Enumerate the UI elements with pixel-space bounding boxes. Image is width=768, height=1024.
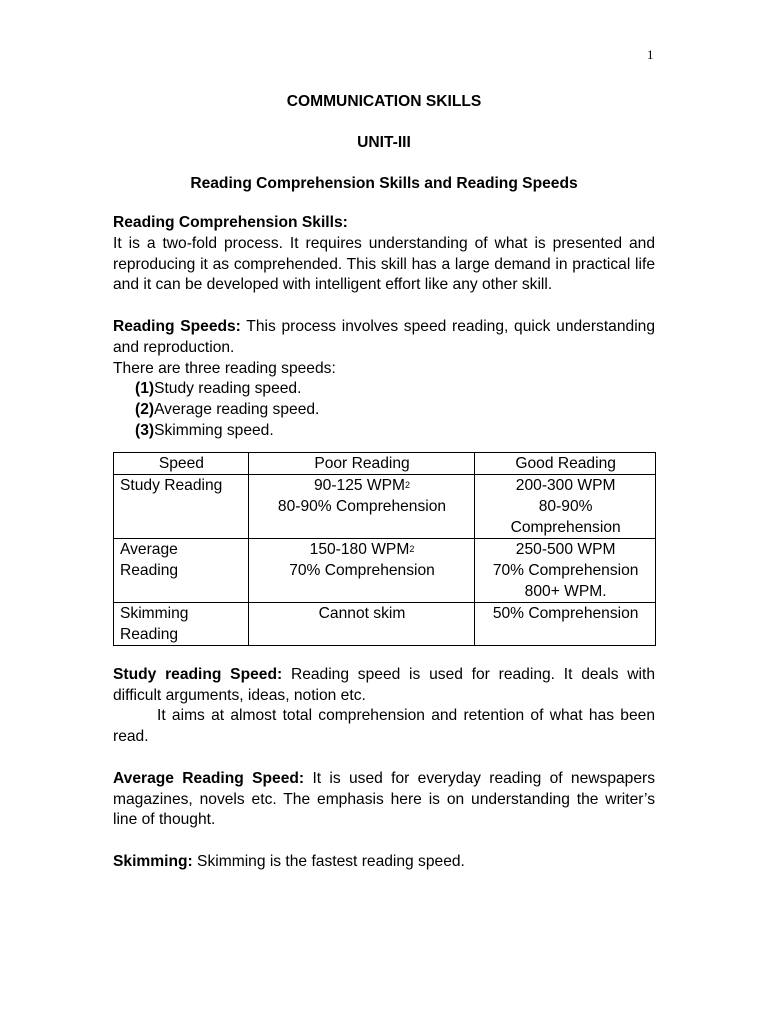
cell-line: 70% Comprehension [492, 561, 639, 579]
cell-line: 90-125 WPM [314, 476, 405, 494]
superscript: 2 [409, 543, 415, 554]
table-cell [114, 538, 249, 602]
table-row [114, 538, 656, 602]
table-cell: Study Reading [114, 474, 249, 538]
cell-line: 200-300 WPM [515, 476, 616, 494]
avg-paragraph [113, 769, 655, 831]
cell-line: Skimming [120, 604, 189, 622]
study-label: Study reading Speed: [113, 665, 283, 683]
list-number: (3) [135, 421, 155, 439]
avg-label: Average Reading Speed: [113, 769, 305, 787]
superscript: 2 [405, 479, 411, 490]
cell-line: Reading [120, 561, 179, 579]
study-paragraph [113, 665, 655, 707]
skim-text: Skimming is the fastest reading speed. [192, 852, 465, 870]
reading-speeds-table [113, 452, 656, 646]
list-number: (2) [135, 401, 155, 419]
rc-paragraph: It is a two-fold process. It requires understanding of what is presented and reproducing it as comprehended. This skill has a large demand in practical life and it can be developed with intelligent effort like any other skill. [113, 234, 655, 294]
table-header-cell: Poor Reading [248, 452, 475, 474]
skim-label: Skimming: [113, 852, 193, 870]
cell-line: 250-500 WPM [515, 540, 616, 558]
table-cell [248, 538, 475, 602]
cell-line: Comprehension [510, 518, 621, 536]
page-number: 1 [647, 47, 654, 62]
rc-heading: Reading Comprehension Skills: [113, 214, 348, 231]
rs-paragraph [113, 317, 655, 359]
unit-heading: UNIT-III [357, 134, 411, 151]
list-number: (1) [135, 380, 155, 398]
cell-line: 80-90% Comprehension [277, 497, 447, 515]
table-header-row [114, 452, 656, 474]
cell-line: Reading [120, 625, 179, 643]
rs-label: Reading Speeds: [113, 317, 241, 335]
table-header-cell: Speed [114, 452, 249, 474]
cell-line: Average [120, 540, 178, 558]
table-cell [475, 474, 656, 538]
cell-line: 70% Comprehension [289, 561, 435, 579]
document-body [113, 92, 655, 873]
list-item [113, 421, 655, 442]
list-text: Study reading speed. [154, 380, 302, 398]
table-row [114, 474, 656, 538]
table-cell [248, 602, 475, 645]
table-row [114, 602, 656, 645]
list-text: Skimming speed. [154, 421, 274, 439]
cell-line: 800+ WPM. [524, 582, 607, 600]
skim-paragraph [113, 852, 655, 873]
speeds-list [113, 379, 655, 441]
list-item [113, 400, 655, 421]
table-cell [114, 602, 249, 645]
table-header-cell: Good Reading [475, 452, 656, 474]
table-cell [248, 474, 475, 538]
table-cell [475, 602, 656, 645]
cell-line: Cannot skim [318, 604, 406, 622]
cell-line: 50% Comprehension [492, 604, 639, 622]
document-subtitle: Reading Comprehension Skills and Reading Speeds [190, 175, 578, 192]
avg-text: It is used for everyday reading of newspapers magazines, novels etc. The emphasis here is on understanding the writer’s line of thought. [113, 769, 656, 829]
list-item [113, 379, 655, 400]
rs-text: This process involves speed reading, quick understanding and reproduction. [113, 317, 655, 356]
list-text: Average reading speed. [154, 401, 320, 419]
study-text: Reading speed is used for reading. It deals with difficult arguments, ideas, notion etc. [113, 665, 655, 704]
cell-line: 80-90% [538, 497, 593, 515]
document-title: COMMUNICATION SKILLS [286, 93, 482, 110]
rs-intro: There are three reading speeds: [113, 359, 336, 377]
table-cell [475, 538, 656, 602]
study-paragraph-2: It aims at almost total comprehension and retention of what has been read. [113, 707, 655, 746]
cell-line: 150-180 WPM [309, 540, 410, 558]
